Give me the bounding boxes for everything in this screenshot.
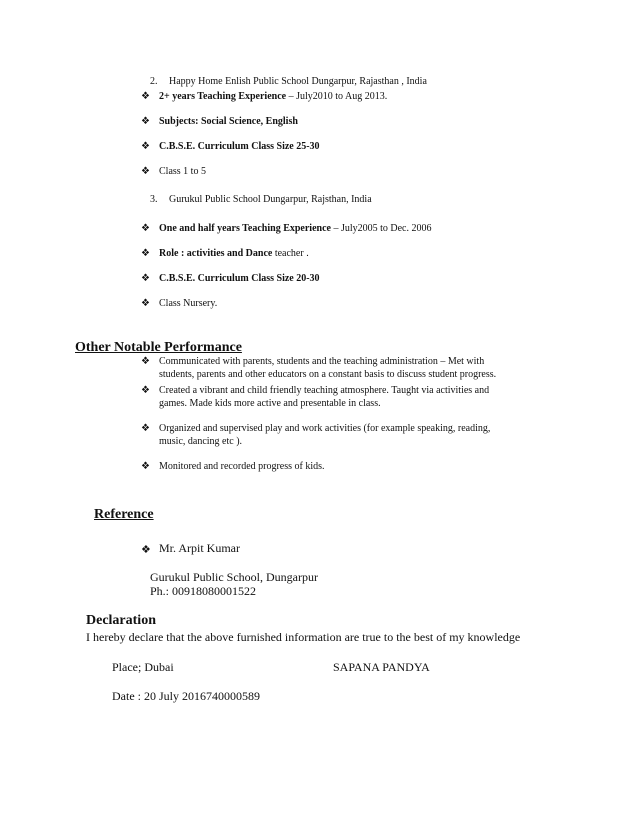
bullet-icon: ❖ bbox=[141, 423, 150, 434]
performance-item-1-line-2: students, parents and other educators on a constant basis to discuss student progress. bbox=[159, 369, 497, 380]
school-2-subjects: Subjects: Social Science, English bbox=[159, 116, 298, 127]
bullet-icon: ❖ bbox=[141, 166, 150, 177]
performance-heading: Other Notable Performance bbox=[75, 340, 242, 355]
declaration-date: Date : 20 July 2016740000589 bbox=[112, 689, 260, 703]
school-2-name: Happy Home Enlish Public School Dungarpur, Rajasthan , India bbox=[169, 76, 427, 87]
bullet-icon: ❖ bbox=[141, 298, 150, 309]
reference-phone: Ph.: 00918080001522 bbox=[150, 584, 257, 598]
declaration-text: I hereby declare that the above furnished information are true to the best of my knowledge bbox=[86, 630, 521, 644]
school-2-number: 2. bbox=[150, 76, 158, 87]
performance-item-3-line-1: Organized and supervised play and work activities (for example speaking, reading, bbox=[159, 423, 491, 434]
bullet-icon: ❖ bbox=[141, 544, 151, 556]
bullet-icon: ❖ bbox=[141, 356, 150, 367]
performance-item-2-line-2: games. Made kids more active and presentable in class. bbox=[159, 398, 381, 409]
performance-item-1-line-1: Communicated with parents, students and the teaching administration – Met with bbox=[159, 356, 485, 367]
bullet-icon: ❖ bbox=[141, 461, 150, 472]
bullet-icon: ❖ bbox=[141, 141, 150, 152]
school-3-experience: One and half years Teaching Experience – July2005 to Dec. 2006 bbox=[159, 223, 432, 234]
performance-item-4-line-1: Monitored and recorded progress of kids. bbox=[159, 461, 325, 472]
declaration-heading: Declaration bbox=[86, 613, 156, 628]
school-3-classes: Class Nursery. bbox=[159, 298, 218, 309]
school-2-experience: 2+ years Teaching Experience – July2010 to Aug 2013. bbox=[159, 91, 388, 102]
bullet-icon: ❖ bbox=[141, 248, 150, 259]
signature-name: SAPANA PANDYA bbox=[333, 660, 430, 674]
school-3-name: Gurukul Public School Dungarpur, Rajsthan, India bbox=[169, 194, 372, 205]
bullet-icon: ❖ bbox=[141, 223, 150, 234]
school-3-number: 3. bbox=[150, 194, 158, 205]
performance-item-2-line-1: Created a vibrant and child friendly teaching atmosphere. Taught via activities and bbox=[159, 385, 490, 396]
reference-school: Gurukul Public School, Dungarpur bbox=[150, 570, 318, 584]
bullet-icon: ❖ bbox=[141, 91, 150, 102]
school-3-role: Role : activities and Dance teacher . bbox=[159, 248, 309, 259]
school-3-curriculum: C.B.S.E. Curriculum Class Size 20-30 bbox=[159, 273, 320, 284]
school-2-classes: Class 1 to 5 bbox=[159, 166, 206, 177]
performance-item-3-line-2: music, dancing etc ). bbox=[159, 436, 243, 447]
reference-heading: Reference bbox=[94, 507, 154, 522]
reference-name: Mr. Arpit Kumar bbox=[159, 541, 240, 555]
declaration-place: Place; Dubai bbox=[112, 660, 174, 674]
school-2-curriculum: C.B.S.E. Curriculum Class Size 25-30 bbox=[159, 141, 320, 152]
bullet-icon: ❖ bbox=[141, 385, 150, 396]
bullet-icon: ❖ bbox=[141, 116, 150, 127]
bullet-icon: ❖ bbox=[141, 273, 150, 284]
